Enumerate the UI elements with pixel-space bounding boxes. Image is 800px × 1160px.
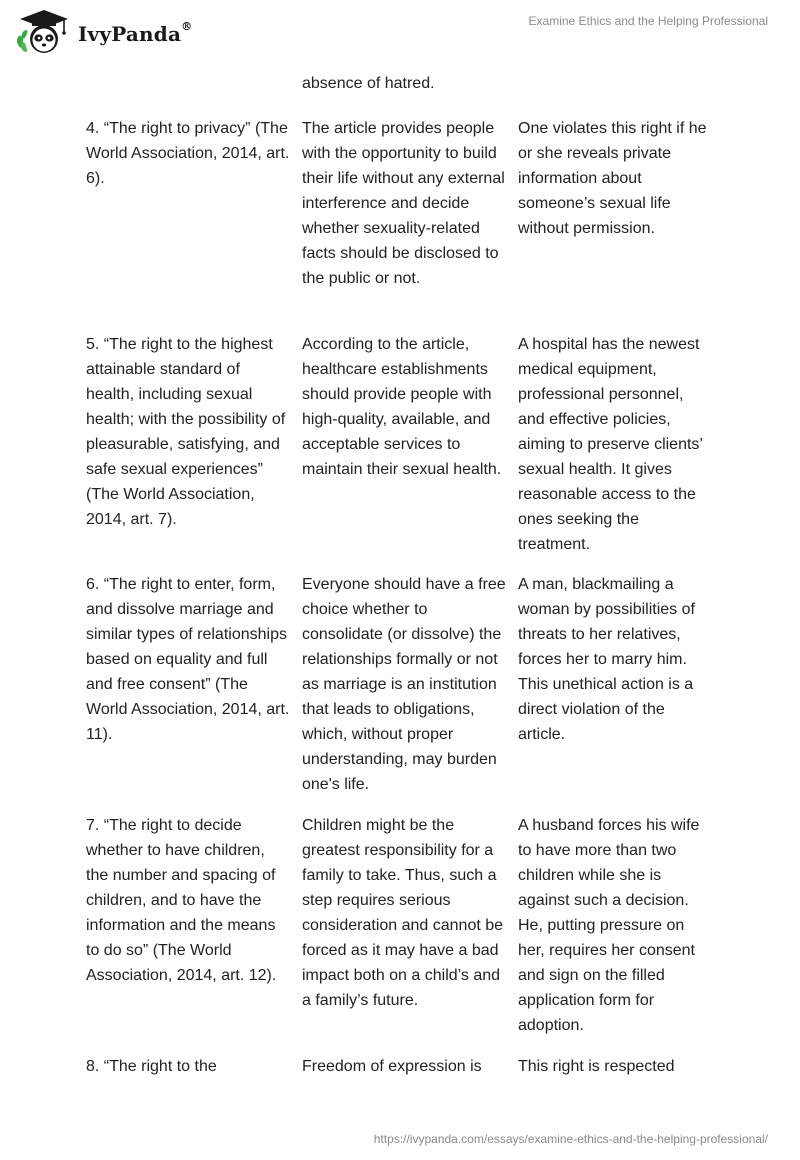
brand-name: IvyPanda®: [78, 20, 193, 46]
table-cell-explanation: The article provides people with the opportunity to build their life without any external interference and decide whether sexuality-related facts should be disclosed to the public or not.: [302, 120, 505, 287]
table-cell-example: A husband forces his wife to have more than two children while she is against such a decision. He, putting pressure on her, requires her consent and sign on the filled application form for adoption.: [518, 817, 700, 1034]
table-cell-explanation: According to the article, healthcare establishments should provide people with high-quality, available, and acceptable services to maintain their sexual health.: [302, 336, 502, 478]
table-cell-example: One violates this right if he or she reveals private information about someone’s sexual life without permission.: [518, 120, 707, 237]
table-cell-right: 8. “The right to the: [86, 1058, 217, 1075]
panda-graduate-icon: [14, 8, 74, 56]
ivypanda-logo[interactable]: [14, 8, 192, 56]
table-cell-example: A hospital has the newest medical equipment, professional personnel, and effective policies, aiming to preserve clients’ sexual health. It gives reasonable access to the ones seeking the treatment.: [518, 336, 703, 553]
document-title: Examine Ethics and the Helping Professional: [528, 14, 768, 28]
table-row: [86, 332, 726, 572]
registered-mark: ®: [181, 20, 193, 33]
table-cell-right: 7. “The right to decide whether to have children, the number and spacing of children, and to have the information and the means to do so” (The World Association, 2014, art. 12).: [86, 817, 277, 984]
table-row: [86, 116, 726, 332]
table-cell-right: 6. “The right to enter, form, and dissolve marriage and similar types of relationships based on equality and full and free consent” (The World Association, 2014, art. 11).: [86, 576, 290, 743]
table-cell-explanation: Everyone should have a free choice whether to consolidate (or dissolve) the relationships formally or not as marriage is an institution that leads to obligations, which, without proper understanding, may burden one's life.: [302, 576, 506, 793]
page-header: [0, 0, 800, 60]
source-url[interactable]: https://ivypanda.com/essays/examine-ethics-and-the-helping-professional/: [373, 1132, 768, 1146]
table-cell-right: [86, 71, 302, 116]
table-cell-right: 5. “The right to the highest attainable standard of health, including sexual health; with the possibility of pleasurable, satisfying, and safe sexual experiences” (The World Association, 2014, art. 7).: [86, 336, 286, 528]
table-cell-explanation: Freedom of expression is: [302, 1058, 482, 1075]
table-cell-example: A man, blackmailing a woman by possibilities of threats to her relatives, forces her to marry him. This unethical action is a direct violation of the article.: [518, 576, 695, 743]
table-row: [86, 572, 726, 813]
table-cell-right: 4. “The right to privacy” (The World Association, 2014, art. 6).: [86, 120, 290, 187]
table-cell-explanation: Children might be the greatest responsibility for a family to take. Thus, such a step requires serious consideration and cannot be forced as it may have a bad impact both on a child’s and a family’s future.: [302, 817, 504, 1009]
rights-table: [86, 71, 726, 1084]
table-row: [86, 1054, 726, 1084]
table-row: [86, 71, 726, 116]
table-cell-explanation: absence of hatred.: [302, 75, 435, 92]
table-row: [86, 813, 726, 1054]
table-cell-example: This right is respected: [518, 1058, 675, 1075]
table-cell-example: [518, 71, 726, 116]
